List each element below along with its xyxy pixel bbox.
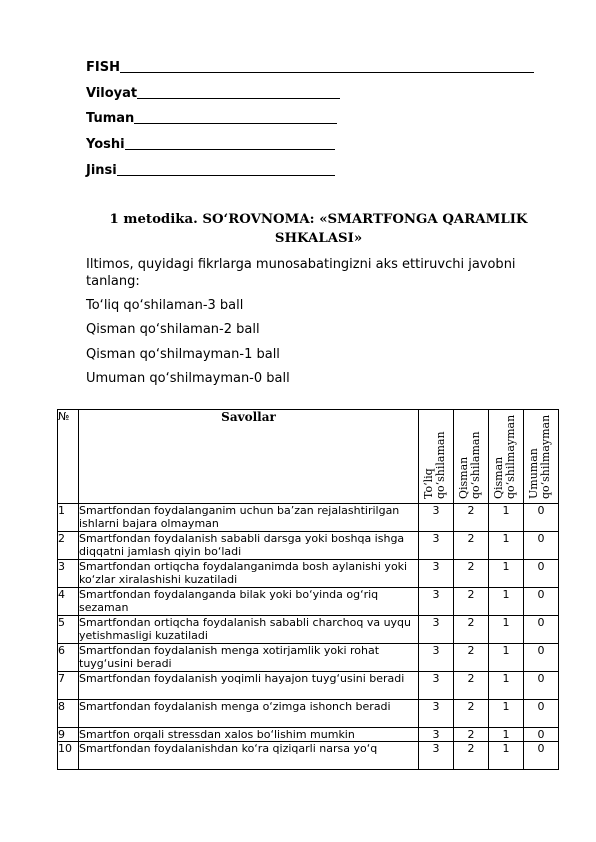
tuman-label: Tuman: [86, 111, 135, 126]
option-header-partly-disagree-label: Qisman qo‘shilmayman: [492, 414, 517, 499]
score-fully-disagree[interactable]: 0: [524, 644, 559, 672]
question-text: Smartfondan foydalanganim uchun ba’zan rejalashtirilgan ishlarni bajara olmayman: [79, 504, 419, 532]
viloyat-field: [86, 83, 340, 101]
scale-item-2: Qisman qo‘shilaman-2 ball: [86, 322, 260, 337]
row-number: 8: [58, 700, 79, 728]
jinsi-label: Jinsi: [86, 163, 117, 178]
option-header-fully-agree: [419, 410, 454, 504]
score-partly-agree[interactable]: 2: [454, 700, 489, 728]
row-number: 1: [58, 504, 79, 532]
score-fully-disagree[interactable]: 0: [524, 742, 559, 770]
tuman-blank-line[interactable]: [134, 110, 337, 124]
option-header-fully-disagree: [524, 410, 559, 504]
table-row: [58, 532, 559, 560]
question-text: Smartfondan foydalanish menga xotirjamlik yoki rohat tuyg‘usini beradi: [79, 644, 419, 672]
score-fully-agree[interactable]: 3: [419, 616, 454, 644]
score-fully-agree[interactable]: 3: [419, 644, 454, 672]
score-partly-agree[interactable]: 2: [454, 560, 489, 588]
survey-table: [57, 409, 559, 770]
score-fully-agree[interactable]: 3: [419, 672, 454, 700]
question-text: Smartfondan ortiqcha foydalanganimda bosh aylanishi yoki ko‘zlar xiralashishi kuzatiladi: [79, 560, 419, 588]
score-partly-disagree[interactable]: 1: [489, 504, 524, 532]
score-partly-disagree[interactable]: 1: [489, 672, 524, 700]
viloyat-blank-line[interactable]: [137, 85, 340, 99]
score-fully-disagree[interactable]: 0: [524, 560, 559, 588]
table-row: [58, 728, 559, 742]
score-fully-disagree[interactable]: 0: [524, 672, 559, 700]
yoshi-blank-line[interactable]: [125, 136, 335, 150]
table-row: [58, 644, 559, 672]
viloyat-label: Viloyat: [86, 86, 138, 101]
option-header-partly-disagree: [489, 410, 524, 504]
score-fully-agree[interactable]: 3: [419, 742, 454, 770]
fish-field: [86, 57, 534, 75]
number-column-header: №: [58, 410, 79, 504]
row-number: 10: [58, 742, 79, 770]
question-text: Smartfondan foydalanish yoqimli hayajon tuyg‘usini beradi: [79, 672, 419, 700]
score-partly-disagree[interactable]: 1: [489, 728, 524, 742]
score-fully-agree[interactable]: 3: [419, 532, 454, 560]
row-number: 4: [58, 588, 79, 616]
score-partly-disagree[interactable]: 1: [489, 742, 524, 770]
row-number: 6: [58, 644, 79, 672]
option-header-fully-disagree-label: Umuman qo‘shilmayman: [527, 414, 552, 499]
score-partly-disagree[interactable]: 1: [489, 532, 524, 560]
fish-blank-line[interactable]: [120, 59, 534, 73]
score-fully-agree[interactable]: 3: [419, 588, 454, 616]
table-header-row: [58, 410, 559, 504]
scale-item-0: Umuman qo‘shilmayman-0 ball: [86, 371, 290, 386]
score-partly-disagree[interactable]: 1: [489, 616, 524, 644]
score-partly-agree[interactable]: 2: [454, 616, 489, 644]
question-text: Smartfondan foydalanish menga o‘zimga ishonch beradi: [79, 700, 419, 728]
question-column-header: Savollar: [79, 410, 419, 504]
scale-item-1: Qisman qo‘shilmayman-1 ball: [86, 347, 280, 362]
fish-label: FISH: [86, 60, 120, 75]
option-header-partly-agree: [454, 410, 489, 504]
tuman-field: [86, 108, 337, 126]
table-row: [58, 588, 559, 616]
score-fully-disagree[interactable]: 0: [524, 504, 559, 532]
score-fully-disagree[interactable]: 0: [524, 700, 559, 728]
question-text: Smartfondan foydalanish sababli darsga yoki boshqa ishga diqqatni jamlash qiyin bo‘ladi: [79, 532, 419, 560]
jinsi-field: [86, 160, 335, 178]
score-partly-disagree[interactable]: 1: [489, 588, 524, 616]
question-text: Smartfondan foydalanganda bilak yoki bo‘yinda og‘riq sezaman: [79, 588, 419, 616]
score-fully-agree[interactable]: 3: [419, 560, 454, 588]
row-number: 5: [58, 616, 79, 644]
table-row: [58, 742, 559, 770]
score-fully-disagree[interactable]: 0: [524, 532, 559, 560]
score-fully-agree[interactable]: 3: [419, 728, 454, 742]
question-text: Smartfondan ortiqcha foydalanish sababli charchoq va uyqu yetishmasligi kuzatiladi: [79, 616, 419, 644]
score-fully-disagree[interactable]: 0: [524, 728, 559, 742]
score-fully-agree[interactable]: 3: [419, 700, 454, 728]
score-partly-disagree[interactable]: 1: [489, 560, 524, 588]
score-fully-disagree[interactable]: 0: [524, 588, 559, 616]
question-text: Smartfondan foydalanishdan ko‘ra qiziqarli narsa yo‘q: [79, 742, 419, 770]
score-partly-agree[interactable]: 2: [454, 588, 489, 616]
table-row: [58, 504, 559, 532]
score-partly-agree[interactable]: 2: [454, 672, 489, 700]
row-number: 9: [58, 728, 79, 742]
score-partly-agree[interactable]: 2: [454, 644, 489, 672]
option-header-fully-agree-label: To‘liq qo‘shilaman: [422, 431, 447, 499]
table-row: [58, 616, 559, 644]
score-partly-agree[interactable]: 2: [454, 728, 489, 742]
jinsi-blank-line[interactable]: [117, 162, 335, 176]
score-partly-agree[interactable]: 2: [454, 532, 489, 560]
yoshi-label: Yoshi: [86, 137, 125, 152]
score-partly-agree[interactable]: 2: [454, 504, 489, 532]
yoshi-field: [86, 134, 335, 152]
score-partly-disagree[interactable]: 1: [489, 644, 524, 672]
scale-item-3: To‘liq qo‘shilaman-3 ball: [86, 298, 244, 313]
table-row: [58, 700, 559, 728]
row-number: 2: [58, 532, 79, 560]
score-fully-agree[interactable]: 3: [419, 504, 454, 532]
row-number: 3: [58, 560, 79, 588]
score-partly-agree[interactable]: 2: [454, 742, 489, 770]
instruction-text: Iltimos, quyidagi fikrlarga munosabatingizni aks ettiruvchi javobni tanlang:: [86, 257, 516, 289]
question-text: Smartfon orqali stressdan xalos bo‘lishim mumkin: [79, 728, 419, 742]
score-partly-disagree[interactable]: 1: [489, 700, 524, 728]
row-number: 7: [58, 672, 79, 700]
table-row: [58, 672, 559, 700]
option-header-partly-agree-label: Qisman qo‘shilaman: [457, 431, 482, 499]
score-fully-disagree[interactable]: 0: [524, 616, 559, 644]
survey-title: 1 metodika. SO‘ROVNOMA: «SMARTFONGA QARAMLIK SHKALASI»: [109, 212, 528, 246]
table-row: [58, 560, 559, 588]
